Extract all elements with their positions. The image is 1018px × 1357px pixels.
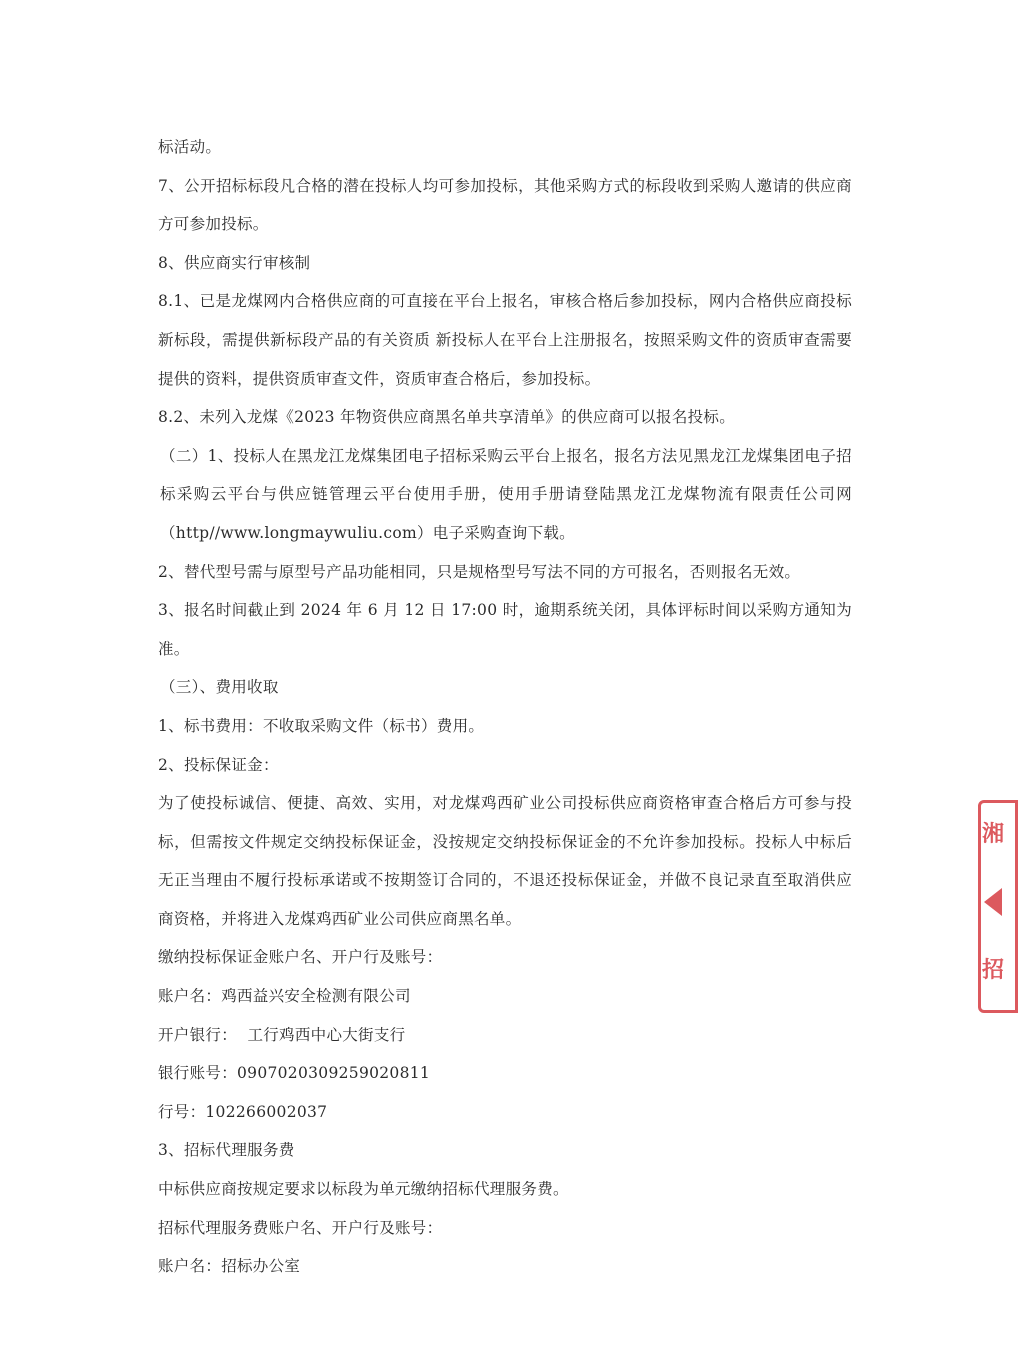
paragraph-fee-item-1: 1、标书费用：不收取采购文件（标书）费用。: [158, 716, 485, 735]
stamp-char-top: 湘: [982, 821, 1005, 847]
paragraph-bank-name: 开户银行： 工行鸡西中心大街支行: [158, 1025, 406, 1044]
paragraph-section-2-item-3: 3、报名时间截止到 2024 年 6 月 12 日 17:00 时，逾期系统关闭，具体评标时间以采购方通知为准。: [158, 601, 852, 658]
paragraph-bank-code: 行号：102266002037: [158, 1102, 328, 1121]
paragraph-item-8: 8、供应商实行审核制: [158, 253, 311, 272]
paragraph-fee-item-3: 3、招标代理服务费: [158, 1141, 295, 1160]
paragraph-deposit-rules: 为了使投标诚信、便捷、高效、实用，对龙煤鸡西矿业公司投标供应商资格审查合格后方可参与投标，但需按文件规定交纳投标保证金，没按规定交纳投标保证金的不允许参加投标。投标人中标后无正当理由不履行投标承诺或不按期签订合同的，不退还投标保证金，并做不良记录直至取消供应商资格，并将进入龙煤鸡西矿业公司供应商黑名单。: [158, 794, 852, 928]
stamp-triangle-mark: [984, 888, 1002, 916]
paragraph-deposit-account-heading: 缴纳投标保证金账户名、开户行及账号：: [158, 948, 443, 967]
paragraph-section-3-heading: （三）、费用收取: [160, 678, 279, 697]
document-body: [158, 128, 852, 1286]
paragraph-bank-account: 银行账号：0907020309259020811: [158, 1064, 431, 1083]
stamp-char-bottom: 招: [982, 957, 1005, 983]
paragraph-item-7: 7、公开招标标段凡合格的潜在投标人均可参加投标，其他采购方式的标段收到采购人邀请的供应商方可参加投标。: [158, 176, 852, 234]
paragraph-item-8-1: 8.1、已是龙煤网内合格供应商的可直接在平台上报名，审核合格后参加投标，网内合格供应商投标新标段，需提供新标段产品的有关资质 新投标人在平台上注册报名，按照采购文件的资质审查需要提供的资料，提供资质审查文件，资质审查合格后，参加投标。: [158, 292, 852, 388]
paragraph-section-2-item-2: 2、替代型号需与原型号产品功能相同，只是规格型号写法不同的方可报名，否则报名无效。: [158, 562, 801, 581]
paragraph-agency-account-name: 账户名：招标办公室: [158, 1257, 301, 1276]
paragraph-item-8-2: 8.2、未列入龙煤《2023 年物资供应商黑名单共享清单》的供应商可以报名投标。: [158, 408, 736, 427]
paragraph-account-name: 账户名：鸡西益兴安全检测有限公司: [158, 987, 411, 1006]
paragraph-continuation: 标活动。: [158, 138, 222, 156]
paragraph-agency-account-heading: 招标代理服务费账户名、开户行及账号：: [158, 1218, 443, 1237]
paragraph-fee-item-2: 2、投标保证金：: [158, 755, 279, 774]
red-seal-stamp: [974, 800, 1005, 1015]
paragraph-agency-fee-rule: 中标供应商按规定要求以标段为单元缴纳招标代理服务费。: [158, 1180, 569, 1199]
paragraph-section-2-item-1: （二）1、投标人在黑龙江龙煤集团电子招标采购云平台上报名，报名方法见黑龙江龙煤集团电子招标采购云平台与供应链管理云平台使用手册，使用手册请登陆黑龙江龙煤物流有限责任公司网（http//www.longmaywuliu.com）电子采购查询下载。: [160, 446, 852, 542]
